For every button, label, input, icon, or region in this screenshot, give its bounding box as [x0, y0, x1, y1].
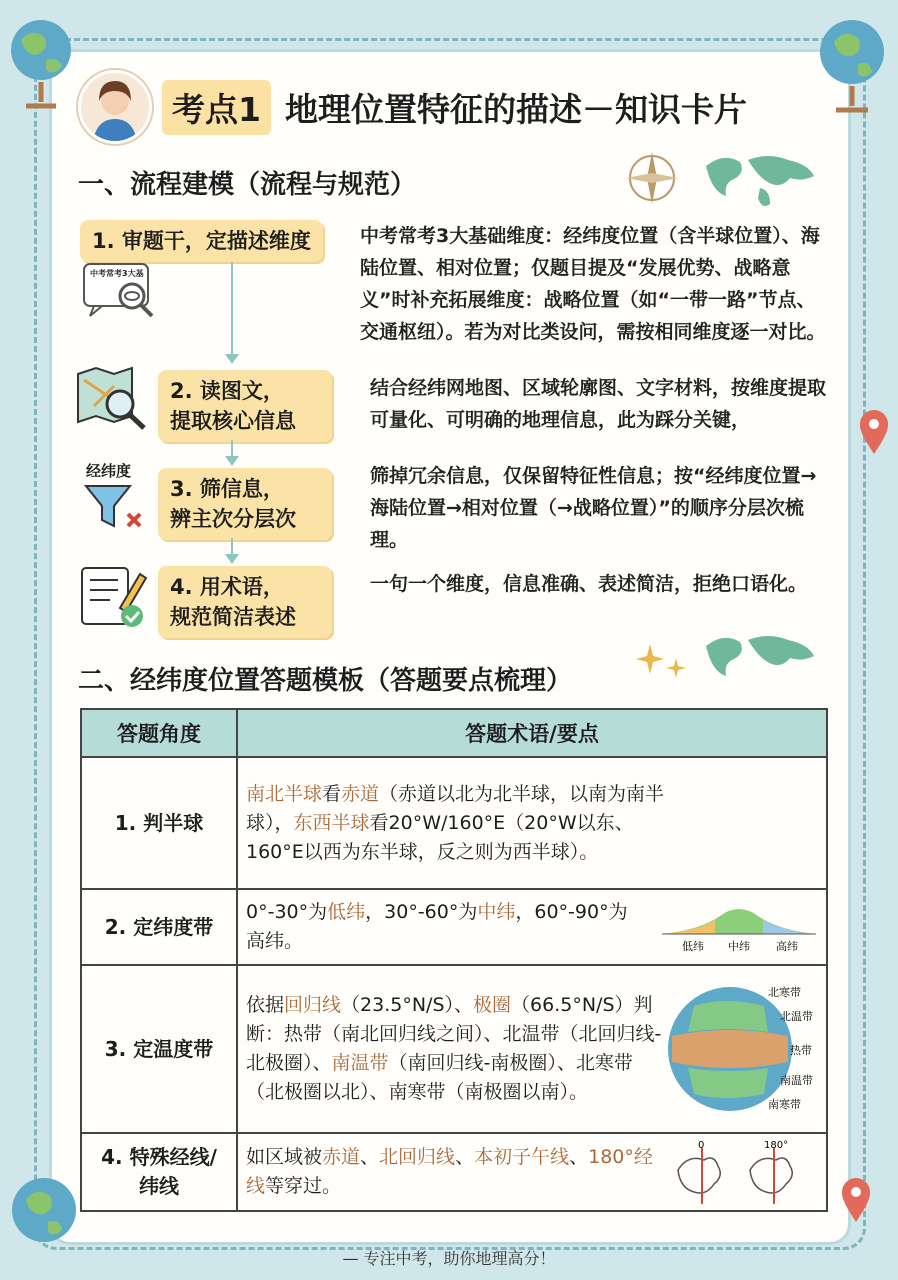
- step2-label-line1: 2. 读图文，: [170, 379, 284, 403]
- text-segment: 、: [569, 1146, 589, 1168]
- table-header-points: 答题术语/要点: [237, 709, 827, 757]
- answer-template-table: [80, 708, 828, 1212]
- highlight-term: 北回归线: [379, 1146, 456, 1168]
- step1-icon: [82, 262, 164, 320]
- highlight-term: 中纬: [477, 901, 516, 923]
- title-row: [78, 72, 747, 142]
- text-segment: 看: [322, 782, 342, 805]
- row-angle: 2. 定纬度带: [81, 889, 237, 965]
- zone-label-south-frigid: 南寒带: [768, 1098, 801, 1111]
- text-segment: （赤道以北为北半球，以南为南半球），: [246, 782, 665, 834]
- row-points: [237, 1133, 827, 1211]
- temperature-zone-globe: [664, 976, 822, 1122]
- zone-label-low: 低纬: [682, 940, 704, 953]
- funnel-icon: [84, 484, 146, 530]
- compass-icon: [622, 148, 682, 208]
- title-tag: 考点1: [162, 80, 271, 135]
- step3-label-line1: 3. 筛信息，: [170, 477, 284, 501]
- step2-label-line2: 提取核心信息: [170, 409, 296, 433]
- row-points: [237, 889, 827, 965]
- zone-label-mid: 中纬: [728, 940, 750, 953]
- highlight-term: 赤道: [322, 1146, 361, 1168]
- step1-desc: 中考常考3大基础维度：经纬度位置（含半球位置）、海陆位置、相对位置；仅题目提及“发展优势、战略意义”时补充拓展维度：战略位置（如“一带一路”节点、交通枢纽）。若为对比类设问，需按相同维度逐一对比。: [360, 225, 826, 343]
- highlight-term: 南温带: [331, 1052, 389, 1074]
- row-points-text: [246, 780, 686, 867]
- text-segment: 、: [360, 1146, 380, 1168]
- table-row: [81, 757, 827, 889]
- step2-desc: 结合经纬网地图、区域轮廓图、文字材料，按维度提取可量化、可明确的地理信息，此为踩分关键，: [370, 377, 827, 431]
- zone-label-tropical: 热带: [790, 1044, 812, 1057]
- row-points-text: [246, 991, 666, 1107]
- step4-label: [158, 566, 332, 638]
- map-pin-icon: [858, 408, 890, 456]
- table-row: [81, 965, 827, 1133]
- highlight-term: 低纬: [327, 901, 366, 923]
- row-angle-line2: 纬线: [139, 1174, 179, 1198]
- step3-label-line2: 辨主次分层次: [170, 507, 296, 531]
- step4-label-line1: 4. 用术语，: [170, 575, 284, 599]
- row-angle: [81, 1133, 237, 1211]
- teacher-avatar: [78, 70, 152, 144]
- zone-label-high: 高纬: [776, 940, 798, 953]
- text-segment: 依据: [246, 994, 285, 1016]
- row-points: [237, 757, 827, 889]
- map-search-icon: [74, 366, 148, 430]
- text-segment: （66.5°N/S）判断：热带（南北回归线之间）、北温带（北回归线-北极圈）、: [246, 994, 662, 1074]
- world-map-icon-2: [700, 628, 820, 698]
- highlight-term: 赤道: [341, 782, 380, 805]
- row-points-text: [246, 1143, 666, 1201]
- text-segment: （23.5°N/S）、: [341, 994, 474, 1016]
- step4-label-line2: 规范简洁表述: [170, 605, 296, 629]
- row-points-text: [246, 898, 646, 956]
- step1-icon-text: 中考常考3大基: [90, 269, 144, 278]
- row-points: [237, 965, 827, 1133]
- table-header-row: [81, 709, 827, 757]
- step3-desc: 筛掉冗余信息，仅保留特征性信息；按“经纬度位置→海陆位置→相对位置（→战略位置）”的顺序分层次梳理。: [370, 465, 817, 551]
- page-title: 地理位置特征的描述－知识卡片: [284, 89, 747, 129]
- globe-icon-top-left: [6, 10, 76, 130]
- flow-connector: [231, 262, 233, 358]
- filter-icon-text: 经纬度: [86, 462, 132, 480]
- footer-slogan: — 专注中考，助你地理高分！: [342, 1249, 556, 1268]
- table-row: [81, 889, 827, 965]
- highlight-term: 本初子午线: [474, 1146, 570, 1168]
- flow-arrow: [225, 354, 239, 364]
- checklist-pencil-icon: [80, 564, 150, 630]
- section1-title: 一、流程建模（流程与规范）: [78, 170, 417, 200]
- meridian-map-figure: [672, 1140, 812, 1206]
- section2-title: 二、经纬度位置答题模板（答题要点梳理）: [78, 666, 573, 696]
- text-segment: 、: [455, 1146, 475, 1168]
- text-segment: 看20°W/160°E（20°W以东、160°E以西为东半球，反之则为西半球）。: [246, 811, 634, 863]
- step1-label: 1. 审题干，定描述维度: [80, 220, 323, 262]
- globe-icon-top-right: [812, 10, 892, 130]
- world-map-icon: [700, 148, 820, 218]
- row-angle-line1: 4. 特殊经线/: [101, 1145, 217, 1169]
- filter-icon-box: [80, 460, 150, 532]
- zone-label-south-temperate: 南温带: [780, 1074, 813, 1087]
- zone-label-north-temperate: 北温带: [780, 1010, 813, 1023]
- highlight-term: 东西半球: [293, 811, 370, 834]
- row-angle: 3. 定温度带: [81, 965, 237, 1133]
- step4-desc: 一句一个维度，信息准确、表述简洁，拒绝口语化。: [370, 573, 808, 595]
- zone-label-north-frigid: 北寒带: [768, 986, 801, 999]
- table-header-angle: 答题角度: [81, 709, 237, 757]
- meridian-label-180: 180°: [764, 1140, 789, 1151]
- sparkle-icon: [636, 640, 692, 690]
- highlight-term: 180°经线: [246, 1146, 653, 1197]
- text-segment: 如区域被: [246, 1146, 323, 1168]
- highlight-term: 南北半球: [246, 782, 323, 805]
- step3-label: [158, 468, 332, 540]
- table-row: [81, 1133, 827, 1211]
- highlight-term: 极圈: [473, 994, 512, 1016]
- step2-label: [158, 370, 332, 442]
- text-segment: 0°-30°为: [246, 901, 328, 923]
- flow-arrow: [225, 554, 239, 564]
- flow-arrow: [225, 456, 239, 466]
- latitude-zone-figure: [660, 898, 818, 956]
- highlight-term: 回归线: [284, 994, 342, 1016]
- text-segment: 等穿过。: [265, 1175, 342, 1197]
- text-segment: （南回归线-南极圈）、北寒带（北极圈以北）、南寒带（南极圈以南）。: [246, 1052, 633, 1103]
- row-angle: 1. 判半球: [81, 757, 237, 889]
- text-segment: ，30°-60°为: [365, 901, 478, 923]
- map-pin-icon-bottom: [840, 1176, 872, 1224]
- meridian-label-0: 0: [698, 1140, 705, 1151]
- text-segment: ，60°-90°为高纬。: [246, 901, 628, 952]
